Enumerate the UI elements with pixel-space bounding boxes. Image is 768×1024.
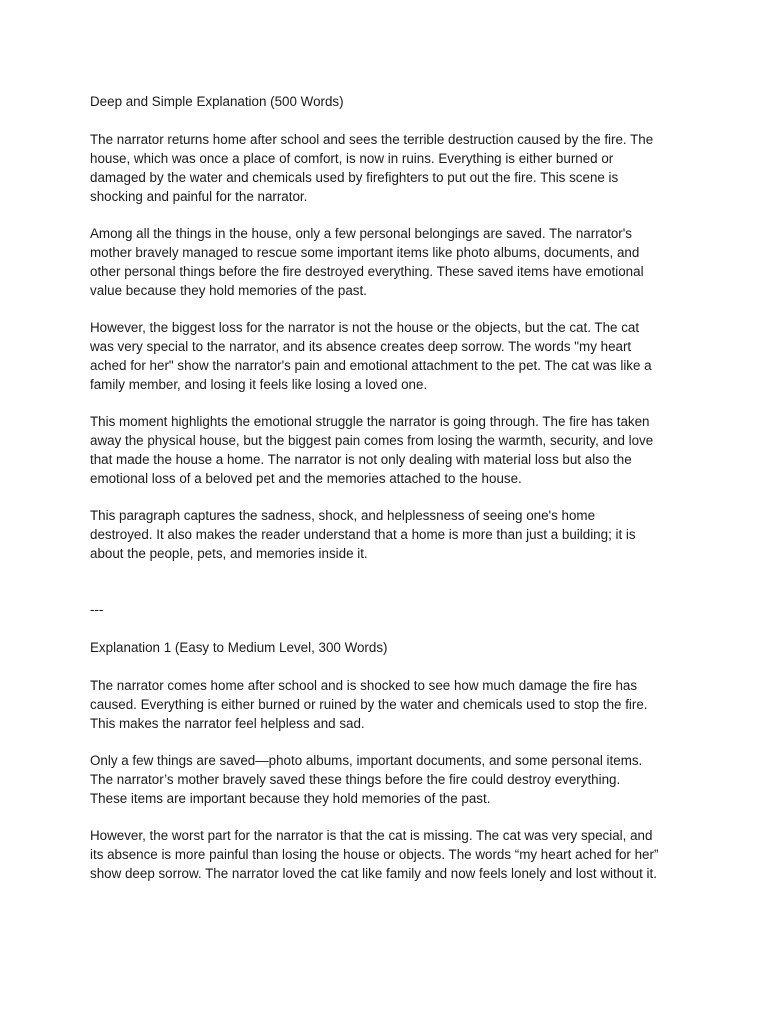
- section-separator: ---: [90, 602, 104, 617]
- paragraph: The narrator returns home after school and sees the terrible destruction caused by the fire. The house, which was once a place of comfort, is now in ruins. Everything is either burned or damaged by the water and chemicals used by firefighters to put out the fire. This scene is shocking and painful for the narrator.: [90, 132, 654, 204]
- section-heading: Deep and Simple Explanation (500 Words): [90, 94, 344, 109]
- paragraph: Among all the things in the house, only a few personal belongings are saved. The narrator's mother bravely managed to rescue some important items like photo albums, documents, and other personal things before the fire destroyed everything. These saved items have emotional value because they hold memories of the past.: [90, 226, 644, 298]
- paragraph: This moment highlights the emotional struggle the narrator is going through. The fire has taken away the physical house, but the biggest pain comes from losing the warmth, security, and love that made the house a home. The narrator is not only dealing with material loss but also the emotional loss of a beloved pet and the memories attached to the house.: [90, 414, 654, 486]
- paragraph: However, the worst part for the narrator is that the cat is missing. The cat was very special, and its absence is more painful than losing the house or objects. The words “my heart ached for her” show deep sorrow. The narrator loved the cat like family and now feels lonely and lost without it.: [90, 828, 659, 881]
- paragraph: The narrator comes home after school and is shocked to see how much damage the fire has caused. Everything is either burned or ruined by the water and chemicals used to stop the fire. This makes the narrator feel helpless and sad.: [90, 678, 648, 731]
- section-heading: Explanation 1 (Easy to Medium Level, 300 Words): [90, 640, 388, 655]
- paragraph: Only a few things are saved—photo albums, important documents, and some personal items. The narrator’s mother bravely saved these things before the fire could destroy everything. These items are important because they hold memories of the past.: [90, 753, 643, 806]
- paragraph: However, the biggest loss for the narrator is not the house or the objects, but the cat. The cat was very special to the narrator, and its absence creates deep sorrow. The words "my heart ached for her" show the narrator's pain and emotional attachment to the pet. The cat was like a family member, and losing it feels like losing a loved one.: [90, 320, 652, 392]
- paragraph: This paragraph captures the sadness, shock, and helplessness of seeing one's home destroyed. It also makes the reader understand that a home is more than just a building; it is about the people, pets, and memories inside it.: [90, 508, 636, 561]
